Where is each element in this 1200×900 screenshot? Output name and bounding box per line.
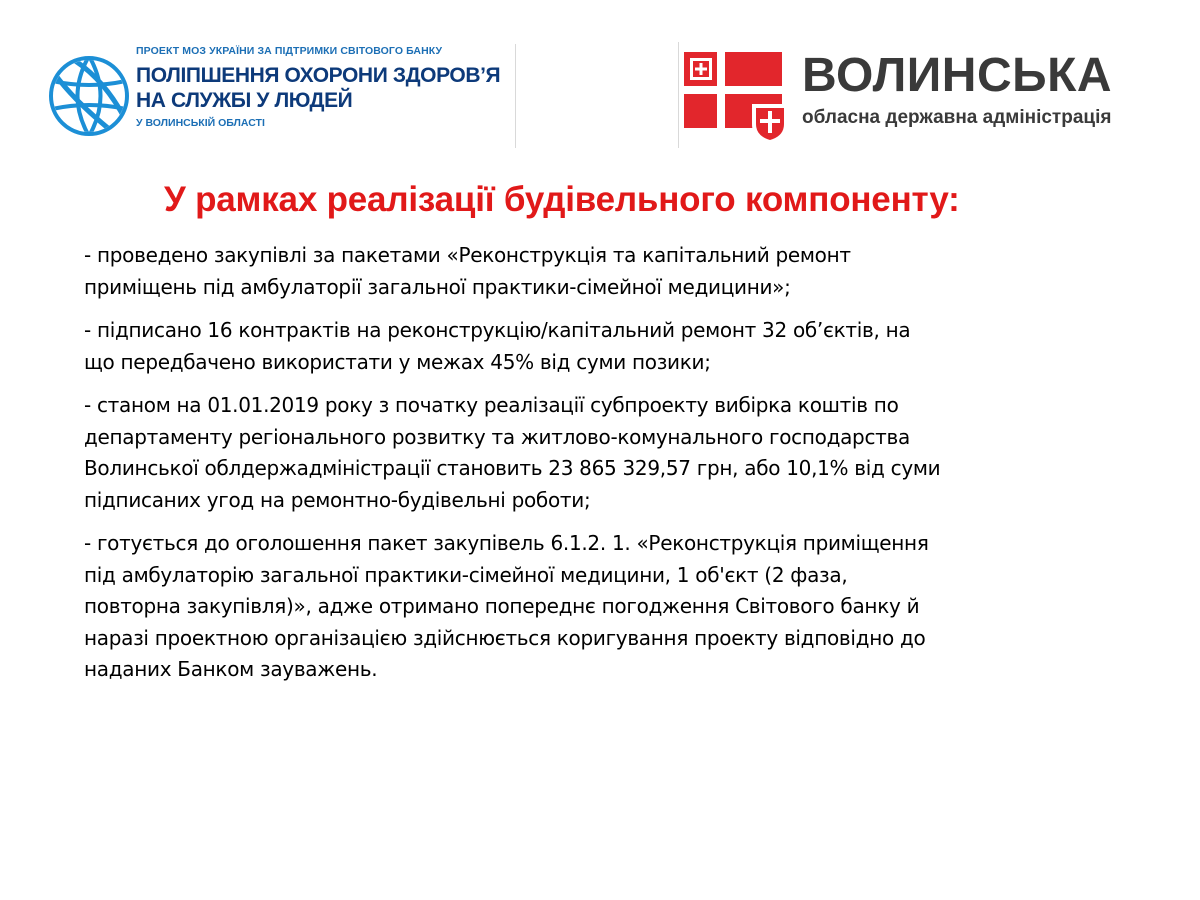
paragraph-line: департаменту регіонального розвитку та житлово-комунального господарства (84, 424, 910, 449)
volyn-logo-subtitle: обласна державна адміністрація (802, 107, 1112, 128)
world-bank-project-logo (40, 40, 516, 150)
volyn-flag-icon (684, 52, 794, 144)
paragraph-line: - проведено закупівлі за пакетами «Реконструкція та капітальний ремонт (84, 243, 851, 267)
volyn-logo-title: ВОЛИНСЬКА (802, 49, 1113, 102)
left-logo-divider (515, 44, 516, 148)
project-title-line-2: НА СЛУЖБІ У ЛЮДЕЙ (136, 89, 353, 112)
world-bank-logo-text (136, 44, 512, 130)
slide-heading: У рамках реалізації будівельного компоненту: (164, 180, 960, 219)
paragraph-line: наданих Банком зауважень. (84, 657, 378, 681)
paragraph-line: приміщень під амбулаторії загальної практики-сімейної медицини»; (84, 274, 791, 299)
paragraph-line: підписаних угод на ремонтно-будівельні роботи; (84, 487, 591, 512)
paragraph-upcoming-procurement (84, 528, 1160, 686)
right-logo-divider (678, 42, 679, 148)
project-caption: ПРОЕКТ МОЗ УКРАЇНИ ЗА ПІДТРИМКИ СВІТОВОГО БАНКУ (136, 45, 443, 57)
volyn-administration-logo (678, 42, 1158, 150)
project-region: У ВОЛИНСЬКІЙ ОБЛАСТІ (136, 117, 265, 129)
paragraph-line: повторна закупівля)», адже отримано попереднє погодження Світового банку й (84, 594, 920, 618)
project-title-line-1: ПОЛІПШЕННЯ ОХОРОНИ ЗДОРОВ’Я (136, 64, 501, 87)
paragraph-disbursement (84, 390, 1160, 516)
slide-body (84, 240, 1160, 698)
world-bank-globe-icon (44, 51, 134, 141)
paragraph-line: - станом на 01.01.2019 року з початку реалізації субпроекту вибірка коштів по (84, 393, 899, 417)
paragraph-line: - готується до оголошення пакет закупівель 6.1.2. 1. «Реконструкція приміщення (84, 531, 929, 555)
paragraph-procurement (84, 240, 1160, 303)
paragraph-line: Волинської облдержадміністрації становить 23 865 329,57 грн, або 10,1% від суми (84, 456, 941, 480)
paragraph-line: - підписано 16 контрактів на реконструкцію/капітальний ремонт 32 об’єктів, на (84, 318, 911, 342)
paragraph-line: під амбулаторію загальної практики-сімейної медицини, 1 об'єкт (2 фаза, (84, 562, 848, 587)
paragraph-line: наразі проектною організацією здійснюється коригування проекту відповідно до (84, 625, 926, 650)
paragraph-line: що передбачено використати у межах 45% від суми позики; (84, 349, 711, 374)
paragraph-contracts (84, 315, 1160, 378)
